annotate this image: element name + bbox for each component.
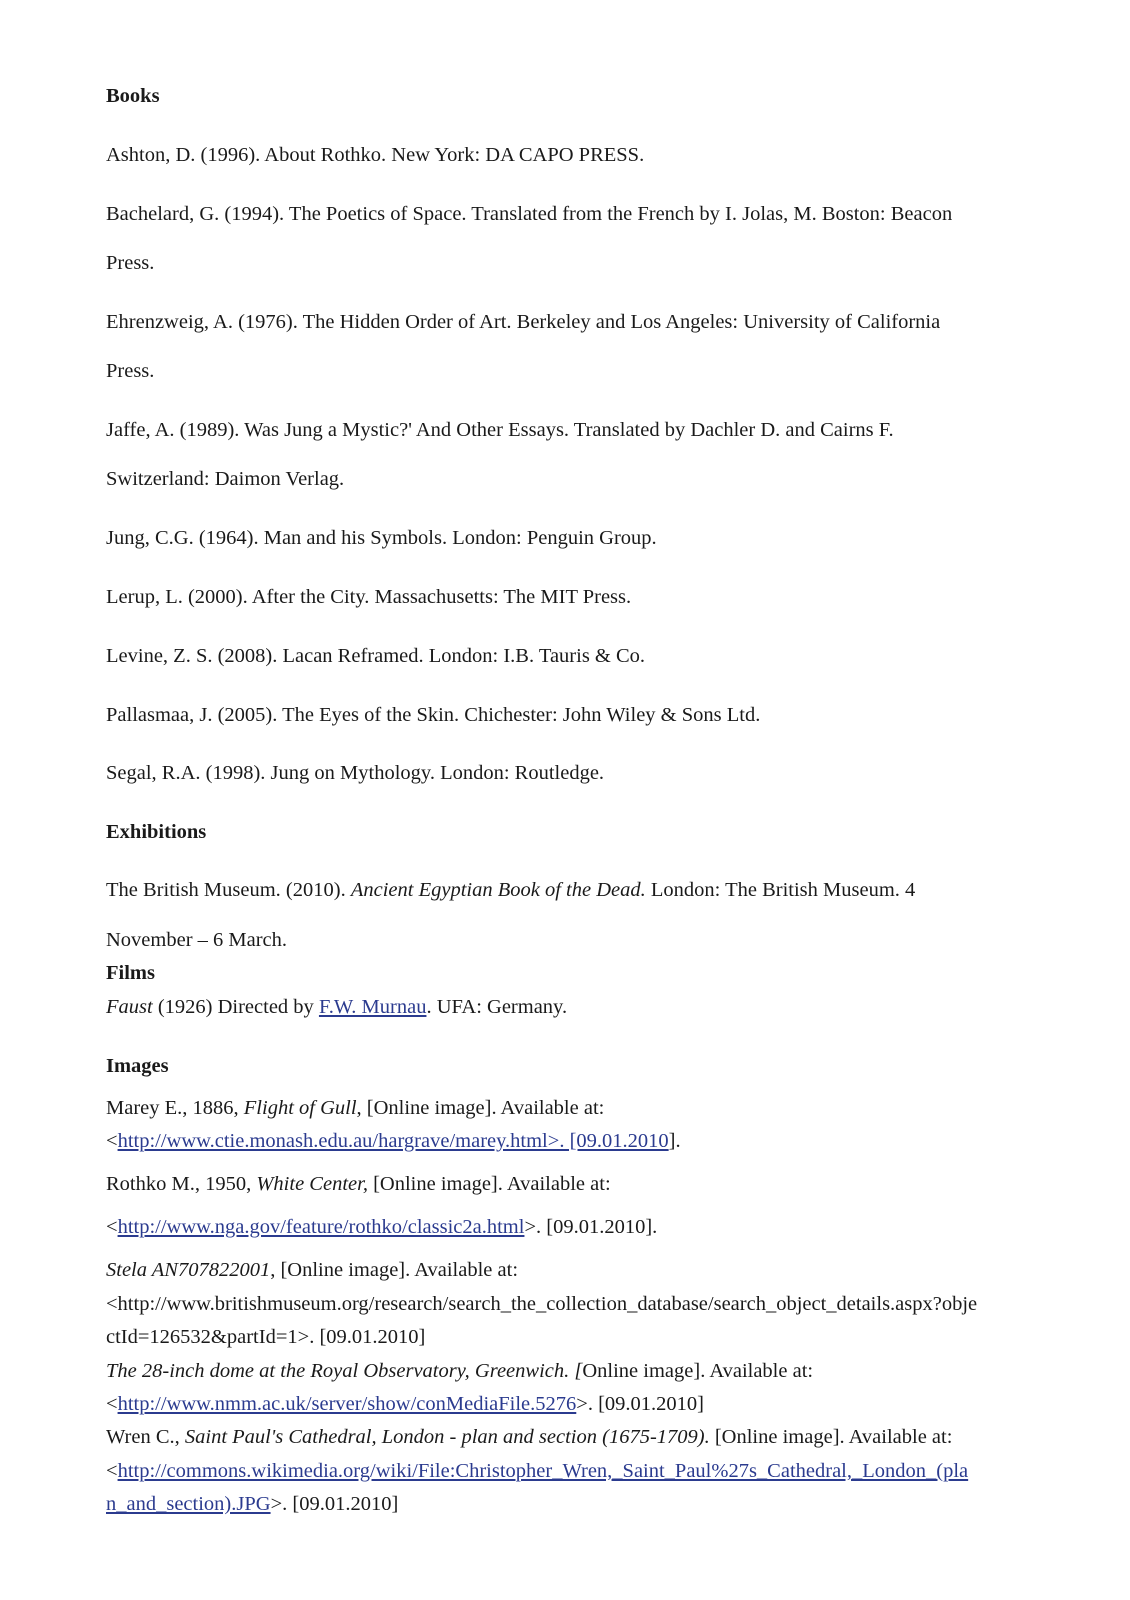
exhibition-entry <box>106 877 915 903</box>
image-source: , [Online image]. Available at: <box>356 1097 605 1119</box>
url-close: >. [09.01.2010] <box>576 1393 704 1415</box>
books-heading: Books <box>106 85 160 107</box>
exhibition-author: The British Museum. (2010). <box>106 879 351 901</box>
wren-link-continuation[interactable]: n_and_section).JPG <box>106 1493 271 1515</box>
book-entry-continuation: Press. <box>106 360 155 382</box>
exhibition-details: London: The British Museum. 4 <box>645 879 916 901</box>
image-entry-stela <box>106 1257 518 1283</box>
image-entry-wren <box>106 1424 952 1450</box>
image-entry-rothko <box>106 1171 611 1197</box>
book-entry: Jaffe, A. (1989). Was Jung a Mystic?' And Other Essays. Translated by Dachler D. and Cairns F. <box>106 419 894 441</box>
book-entry: Segal, R.A. (1998). Jung on Mythology. London: Routledge. <box>106 762 605 784</box>
image-source: [Online image]. Available at: <box>709 1426 953 1448</box>
book-entry: Pallasmaa, J. (2005). The Eyes of the Skin. Chichester: John Wiley & Sons Ltd. <box>106 704 761 726</box>
url-open-bracket: < <box>106 1130 118 1152</box>
book-entry-continuation: Press. <box>106 252 155 274</box>
image-url-marey <box>106 1128 681 1154</box>
film-year-director: (1926) Directed by <box>152 996 319 1018</box>
films-heading: Films <box>106 962 155 984</box>
image-author: Rothko M., 1950, <box>106 1173 257 1195</box>
rothko-link[interactable]: http://www.nga.gov/feature/rothko/classic2a.html <box>117 1216 525 1238</box>
image-entry-marey <box>106 1095 604 1121</box>
url-close: ]. <box>668 1130 681 1152</box>
film-title: Faust <box>106 996 153 1018</box>
director-link[interactable]: F.W. Murnau <box>318 996 427 1018</box>
url-open-bracket: < <box>106 1393 118 1415</box>
book-entry: Ashton, D. (1996). About Rothko. New York: DA CAPO PRESS. <box>106 144 645 166</box>
image-source: Online image]. Available at: <box>582 1360 814 1382</box>
book-entry: Ehrenzweig, A. (1976). The Hidden Order of Art. Berkeley and Los Angeles: University of California <box>106 311 941 333</box>
marey-link[interactable]: http://www.ctie.monash.edu.au/hargrave/marey.html>. [09.01.2010 <box>117 1130 669 1152</box>
image-url-stela: <http://www.britishmuseum.org/research/search_the_collection_database/search_object_details.aspx?obje <box>106 1293 978 1315</box>
book-entry: Bachelard, G. (1994). The Poetics of Space. Translated from the French by I. Jolas, M. Boston: Beacon <box>106 203 953 225</box>
url-open-bracket: < <box>106 1460 118 1482</box>
image-url-rothko <box>106 1214 657 1240</box>
film-studio: . UFA: Germany. <box>426 996 568 1018</box>
url-close: >. [09.01.2010]. <box>524 1216 658 1238</box>
image-url-wren <box>106 1458 968 1484</box>
image-source: [Online image]. Available at: <box>367 1173 611 1195</box>
image-author: Wren C., <box>106 1426 185 1448</box>
wren-link[interactable]: http://commons.wikimedia.org/wiki/File:Christopher_Wren,_Saint_Paul%27s_Cathedral,_London_(pla <box>117 1460 969 1482</box>
image-author: Marey E., 1886, <box>106 1097 244 1119</box>
image-url-stela-continuation: ctId=126532&partId=1>. [09.01.2010] <box>106 1326 426 1348</box>
images-heading: Images <box>106 1055 169 1077</box>
url-close: >. [09.01.2010] <box>270 1493 399 1515</box>
image-title: Saint Paul's Cathedral, London - plan and section (1675-1709). <box>184 1426 710 1448</box>
image-url-wren-continuation <box>106 1491 398 1517</box>
image-title: Stela AN707822001 <box>106 1259 271 1281</box>
dome-link[interactable]: http://www.nmm.ac.uk/server/show/conMediaFile.5276 <box>117 1393 577 1415</box>
image-entry-dome <box>106 1358 813 1384</box>
image-url-dome <box>106 1391 704 1417</box>
book-entry: Levine, Z. S. (2008). Lacan Reframed. London: I.B. Tauris & Co. <box>106 645 646 667</box>
image-title: The 28-inch dome at the Royal Observatory, Greenwich. [ <box>106 1360 583 1382</box>
book-entry-continuation: Switzerland: Daimon Verlag. <box>106 468 345 490</box>
image-title: Flight of Gull <box>243 1097 357 1119</box>
film-entry <box>106 994 567 1020</box>
exhibitions-heading: Exhibitions <box>106 821 207 843</box>
url-open-bracket: < <box>106 1216 118 1238</box>
image-title: White Center, <box>256 1173 368 1195</box>
book-entry: Lerup, L. (2000). After the City. Massachusetts: The MIT Press. <box>106 586 632 608</box>
exhibition-title: Ancient Egyptian Book of the Dead. <box>350 879 646 901</box>
exhibition-entry-continuation: November – 6 March. <box>106 929 288 951</box>
book-entry: Jung, C.G. (1964). Man and his Symbols. London: Penguin Group. <box>106 527 657 549</box>
image-source: , [Online image]. Available at: <box>270 1259 519 1281</box>
